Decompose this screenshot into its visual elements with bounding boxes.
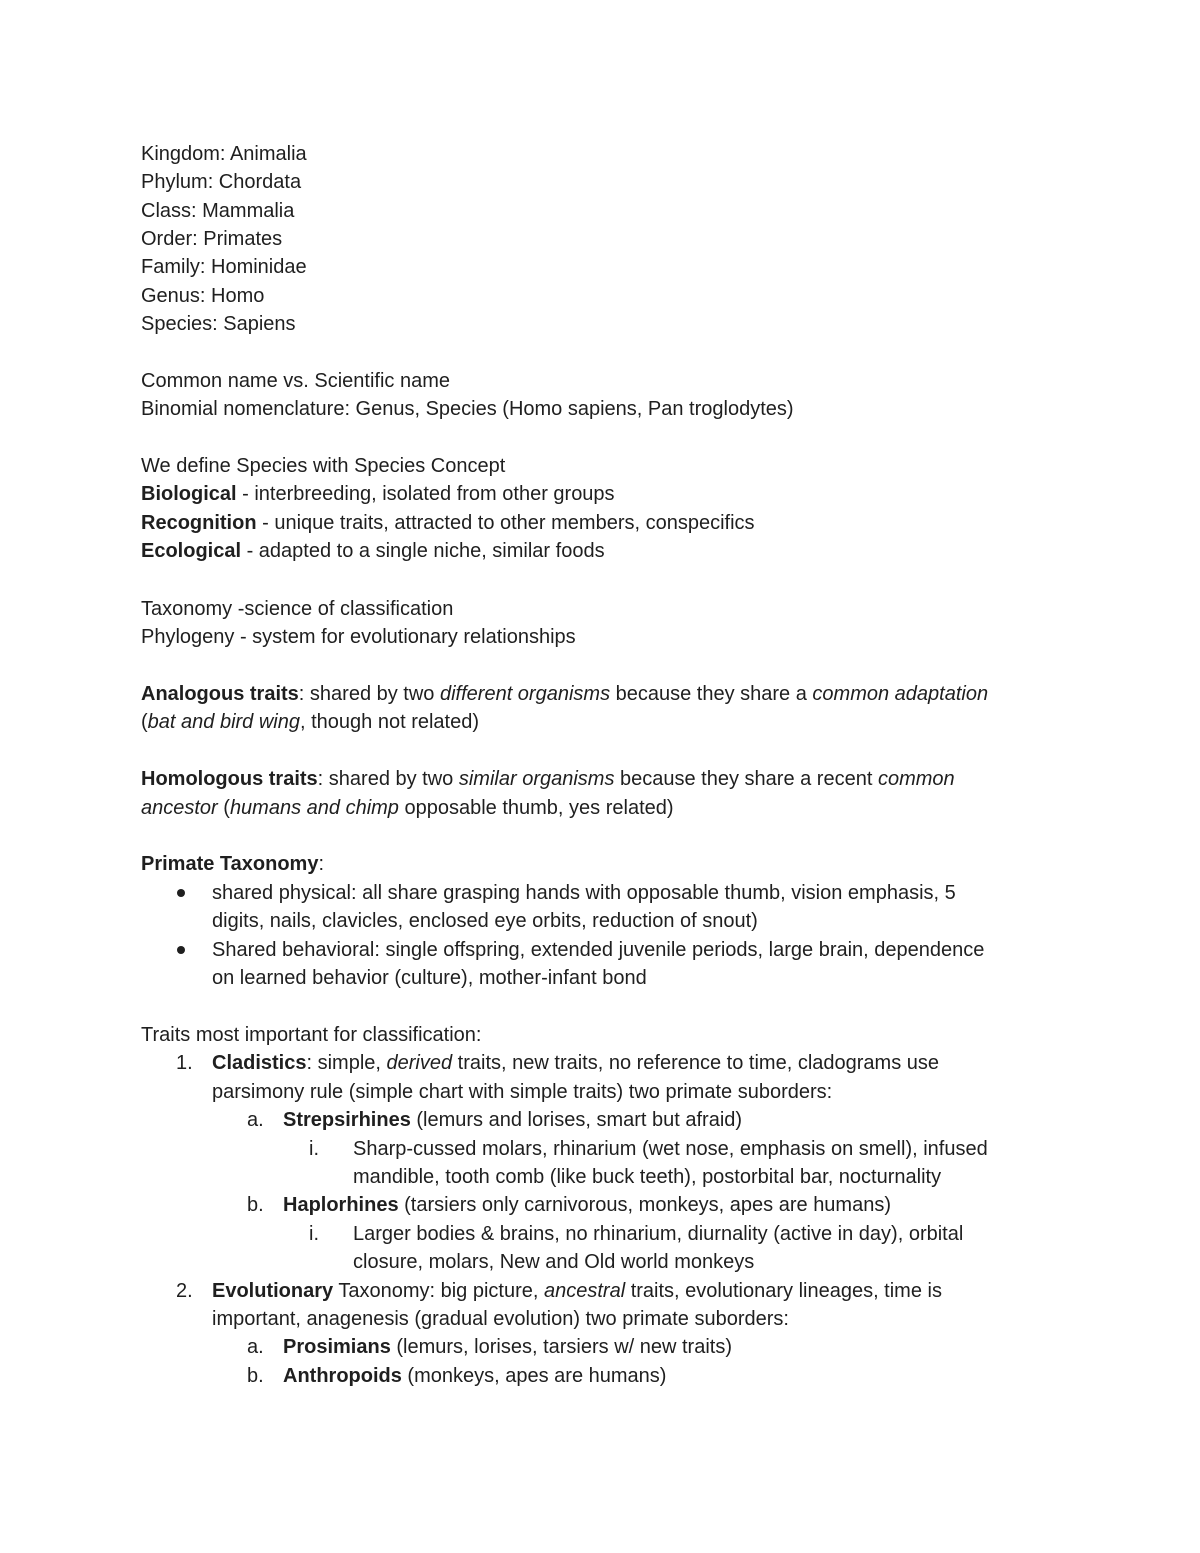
primate-physical-line-1: shared physical: all share grasping hands with opposable thumb, vision emphasis, 5 xyxy=(212,882,956,904)
evolutionary-line-2: important, anagenesis (gradual evolution) two primate suborders: xyxy=(212,1308,789,1330)
evolutionary-line-1: Evolutionary Taxonomy: big picture, ancestral traits, evolutionary lineages, time is xyxy=(212,1280,942,1302)
list-marker-1: 1. xyxy=(176,1052,193,1074)
naming-line: Common name vs. Scientific name xyxy=(141,370,451,392)
taxonomy-species: Species: Sapiens xyxy=(141,313,296,335)
list-marker-b: b. xyxy=(247,1194,264,1216)
species-concept-ecological: Ecological - adapted to a single niche, similar foods xyxy=(141,540,605,562)
primate-physical-line-2: digits, nails, clavicles, enclosed eye orbits, reduction of snout) xyxy=(212,910,758,932)
primate-behavioral-line-2: on learned behavior (culture), mother-infant bond xyxy=(212,967,647,989)
homologous-traits-line-1: Homologous traits: shared by two similar organisms because they share a recent common xyxy=(141,768,955,790)
species-concept-recognition: Recognition - unique traits, attracted to other members, conspecifics xyxy=(141,512,755,534)
primate-taxonomy-heading: Primate Taxonomy: xyxy=(141,853,325,875)
list-marker-a: a. xyxy=(247,1336,264,1358)
list-marker-i: i. xyxy=(309,1223,319,1245)
bullet-icon xyxy=(177,946,185,954)
anthropoids-line: Anthropoids (monkeys, apes are humans) xyxy=(283,1365,667,1387)
taxonomy-genus: Genus: Homo xyxy=(141,285,265,307)
taxonomy-class: Class: Mammalia xyxy=(141,200,295,222)
cladistics-line-2: parsimony rule (simple chart with simple traits) two primate suborders: xyxy=(212,1081,833,1103)
list-marker-b: b. xyxy=(247,1365,264,1387)
species-concept-biological: Biological - interbreeding, isolated from other groups xyxy=(141,483,615,505)
strepsirhines-detail-line-1: Sharp-cussed molars, rhinarium (wet nose, emphasis on smell), infused xyxy=(353,1138,988,1160)
taxonomy-definition: Taxonomy -science of classification xyxy=(141,598,454,620)
homologous-traits-line-2: ancestor (humans and chimp opposable thumb, yes related) xyxy=(141,797,674,819)
prosimians-line: Prosimians (lemurs, lorises, tarsiers w/ new traits) xyxy=(283,1336,732,1358)
list-marker-a: a. xyxy=(247,1109,264,1131)
taxonomy-family: Family: Hominidae xyxy=(141,256,307,278)
list-marker-i: i. xyxy=(309,1138,319,1160)
taxonomy-phylum: Phylum: Chordata xyxy=(141,171,302,193)
strepsirhines-detail-line-2: mandible, tooth comb (like buck teeth), postorbital bar, nocturnality xyxy=(353,1166,942,1188)
haplorhines-line: Haplorhines (tarsiers only carnivorous, monkeys, apes are humans) xyxy=(283,1194,891,1216)
list-marker-2: 2. xyxy=(176,1280,193,1302)
traits-intro: Traits most important for classification: xyxy=(141,1024,482,1046)
strepsirhines-line: Strepsirhines (lemurs and lorises, smart but afraid) xyxy=(283,1109,743,1131)
taxonomy-order: Order: Primates xyxy=(141,228,283,250)
species-concept-intro: We define Species with Species Concept xyxy=(141,455,506,477)
haplorhines-detail-line-2: closure, molars, New and Old world monkeys xyxy=(353,1251,755,1273)
haplorhines-detail-line-1: Larger bodies & brains, no rhinarium, diurnality (active in day), orbital xyxy=(353,1223,964,1245)
phylogeny-definition: Phylogeny - system for evolutionary relationships xyxy=(141,626,576,648)
primate-behavioral-line-1: Shared behavioral: single offspring, extended juvenile periods, large brain, dependence xyxy=(212,939,985,961)
bullet-icon xyxy=(177,889,185,897)
cladistics-line-1: Cladistics: simple, derived traits, new traits, no reference to time, cladograms use xyxy=(212,1052,939,1074)
taxonomy-kingdom: Kingdom: Animalia xyxy=(141,143,307,165)
analogous-traits-line-1: Analogous traits: shared by two different organisms because they share a common adaptation xyxy=(141,683,989,705)
analogous-traits-line-2: (bat and bird wing, though not related) xyxy=(141,711,480,733)
binomial-nomenclature-line: Binomial nomenclature: Genus, Species (Homo sapiens, Pan troglodytes) xyxy=(141,398,794,420)
